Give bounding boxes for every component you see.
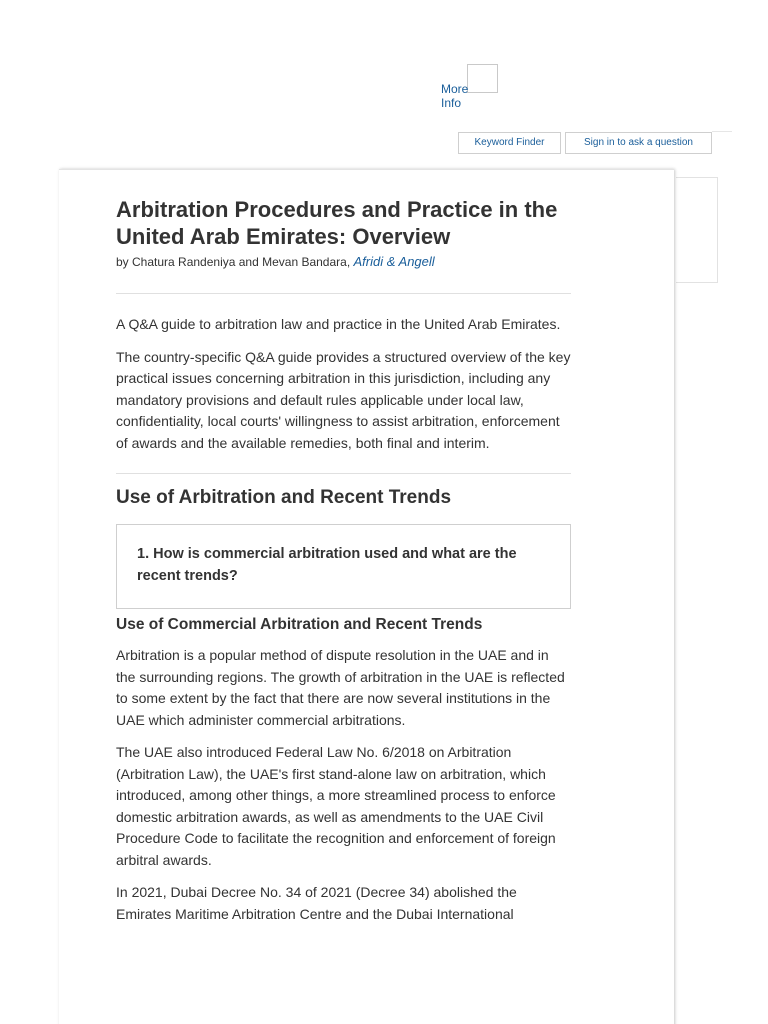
divider — [116, 293, 571, 294]
header-divider — [712, 131, 732, 132]
byline — [116, 254, 571, 270]
intro-text: The country-specific Q&A guide provides a structured overview of the key practical issues concerning arbitration in this jurisdiction, including any mandatory provisions and default rules applicable under local law, confidentiality, local courts' willingness to assist arbitration, enforcement of awards and the available remedies, both final and interim. — [116, 348, 571, 451]
section-heading: Use of Arbitration and Recent Trends — [116, 487, 452, 508]
firm-link[interactable]: Afridi & Angell — [353, 254, 435, 269]
keyword-finder-button[interactable]: Keyword Finder — [458, 132, 561, 154]
body-paragraph: Arbitration is a popular method of dispute resolution in the UAE and in the surrounding regions. The growth of arbitration in the UAE is reflected to some extent by the fact that there are now several institutions in the UAE which administer commercial arbitrations. — [116, 647, 565, 728]
more-info-link[interactable]: More Info — [441, 82, 469, 110]
document-card — [59, 169, 674, 1024]
body-paragraph: The UAE also introduced Federal Law No. 6/2018 on Arbitration (Arbitration Law), the UAE's first stand-alone law on arbitration, which introduced, among other things, a more streamlined process to enforce domestic arbitration awards, as well as amendments to the UAE Civil Procedure Code to facilitate the recognition and enforcement of foreign arbitral awards. — [116, 744, 556, 868]
article-title: Arbitration Procedures and Practice in the United Arab Emirates: Overview — [116, 197, 558, 249]
divider — [116, 473, 571, 474]
subheading: Use of Commercial Arbitration and Recent Trends — [116, 616, 483, 633]
side-panel — [676, 177, 718, 283]
sign-in-to-ask-button[interactable]: Sign in to ask a question — [565, 132, 712, 154]
body-paragraph: In 2021, Dubai Decree No. 34 of 2021 (Decree 34) abolished the Emirates Maritime Arbitration Centre and the Dubai International — [116, 884, 517, 922]
article — [116, 196, 571, 936]
byline-authors: by Chatura Randeniya and Mevan Bandara, — [116, 255, 351, 269]
question-box — [116, 524, 571, 609]
summary-text: A Q&A guide to arbitration law and practice in the United Arab Emirates. — [116, 316, 561, 332]
question-text: 1. How is commercial arbitration used and what are the recent trends? — [137, 546, 517, 584]
